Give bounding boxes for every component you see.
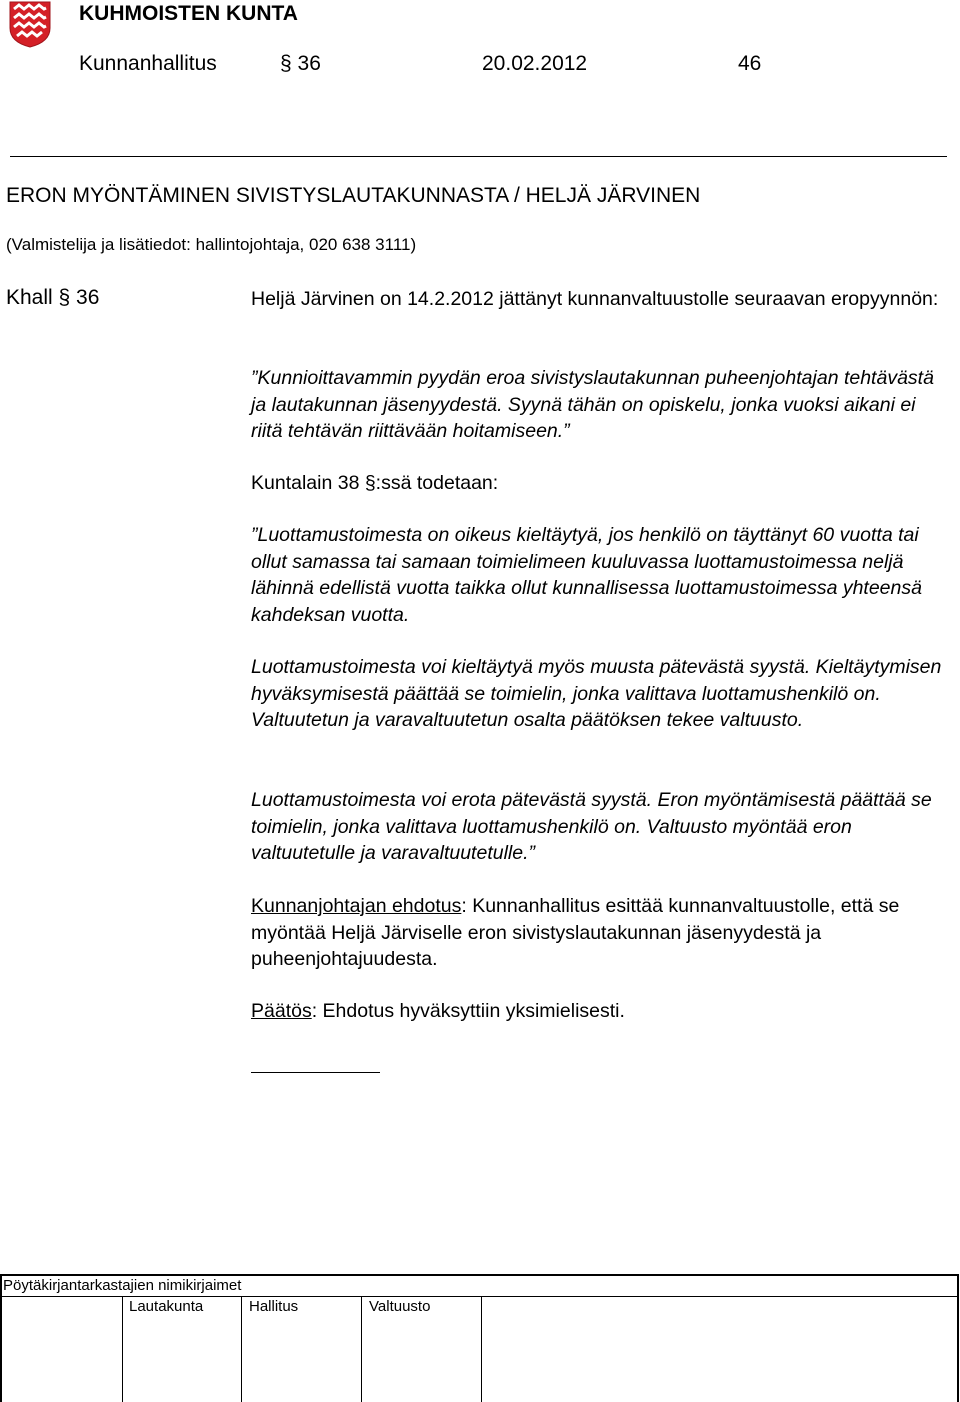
table-header-divider — [0, 1296, 958, 1297]
meeting-date: 20.02.2012 — [482, 52, 588, 75]
table-col-valtuusto: Valtuusto — [369, 1298, 431, 1315]
table-border-right — [957, 1274, 959, 1402]
paragraph-law-quote-1: ”Luottamustoimesta on oikeus kieltäytyä, jos henkilö on täyttänyt 60 vuotta tai ollut samassa tai samaan toimielimeen kuuluvassa luottamustoimessa neljä lähinnä edellistä vuotta taikka ollut kunnallisessa luottamustoimessa yhteensä kahdeksan vuotta. — [251, 524, 922, 626]
document-title: ERON MYÖNTÄMINEN SIVISTYSLAUTAKUNNASTA / HELJÄ JÄRVINEN — [6, 184, 701, 207]
decision-text: : Ehdotus hyväksyttiin yksimielisesti. — [311, 1000, 625, 1022]
paragraph-law-quote-2: Luottamustoimesta voi kieltäytyä myös muusta pätevästä syystä. Kieltäytymisen hyväksymisestä päättää se toimielin, jonka valittava luottamushenkilö on. Valtuutetun ja varavaltuutetun osalta päätöksen tekee valtuusto. — [251, 656, 942, 731]
paragraph-request-intro: Heljä Järvinen on 14.2.2012 jättänyt kunnanvaltuustolle seuraavan eropyynnön: — [251, 288, 939, 310]
paragraph-decision — [251, 998, 951, 1025]
decision-label: Päätös — [251, 1000, 312, 1022]
meeting-body: Kunnanhallitus — [79, 52, 217, 75]
paragraph-law-quote-3: Luottamustoimesta voi erota pätevästä syystä. Eron myöntämisestä päättää se toimielin, jonka valittava luottamushenkilö on. Valtuusto myöntää eron valtuutetulle ja varavaltuutetulle.” — [251, 789, 932, 864]
page-number: 46 — [738, 52, 762, 75]
paragraph-resignation-quote: ”Kunnioittavammin pyydän eroa sivistyslautakunnan puheenjohtajan tehtävästä ja lautakunnan jäsenyydestä. Syynä tähän on opiskelu, jonka vuoksi aikani ei riitä tehtävän riittävään hoitamiseen.” — [251, 367, 934, 442]
table-col-lautakunta: Lautakunta — [129, 1298, 204, 1315]
table-column-divider — [122, 1296, 123, 1402]
table-column-divider — [481, 1296, 482, 1402]
signature-table — [0, 1274, 958, 1402]
end-divider — [251, 1072, 380, 1073]
table-heading: Pöytäkirjantarkastajien nimikirjaimet — [3, 1277, 242, 1294]
table-border-top — [0, 1274, 958, 1276]
table-column-divider — [361, 1296, 362, 1402]
khall-section: Khall § 36 — [6, 286, 100, 309]
section-number: § 36 — [280, 52, 321, 75]
table-col-hallitus: Hallitus — [249, 1298, 299, 1315]
organization-name: KUHMOISTEN KUNTA — [79, 2, 298, 25]
paragraph-proposal — [251, 893, 951, 973]
paragraph-law-intro: Kuntalain 38 §:ssä todetaan: — [251, 472, 499, 494]
municipal-coat-of-arms-icon — [8, 0, 52, 48]
table-border-left — [0, 1274, 2, 1402]
table-column-divider — [241, 1296, 242, 1402]
proposal-text: : Kunnanhallitus esittää kunnanvaltuustolle, että se myöntää Heljä Järviselle eron sivistyslautakunnan jäsenyydestä ja puheenjohtajuudesta. — [251, 895, 900, 970]
preparer-info: (Valmistelija ja lisätiedot: hallintojohtaja, 020 638 3111) — [6, 235, 417, 254]
header-divider — [10, 156, 947, 157]
proposal-label: Kunnanjohtajan ehdotus — [251, 895, 462, 917]
